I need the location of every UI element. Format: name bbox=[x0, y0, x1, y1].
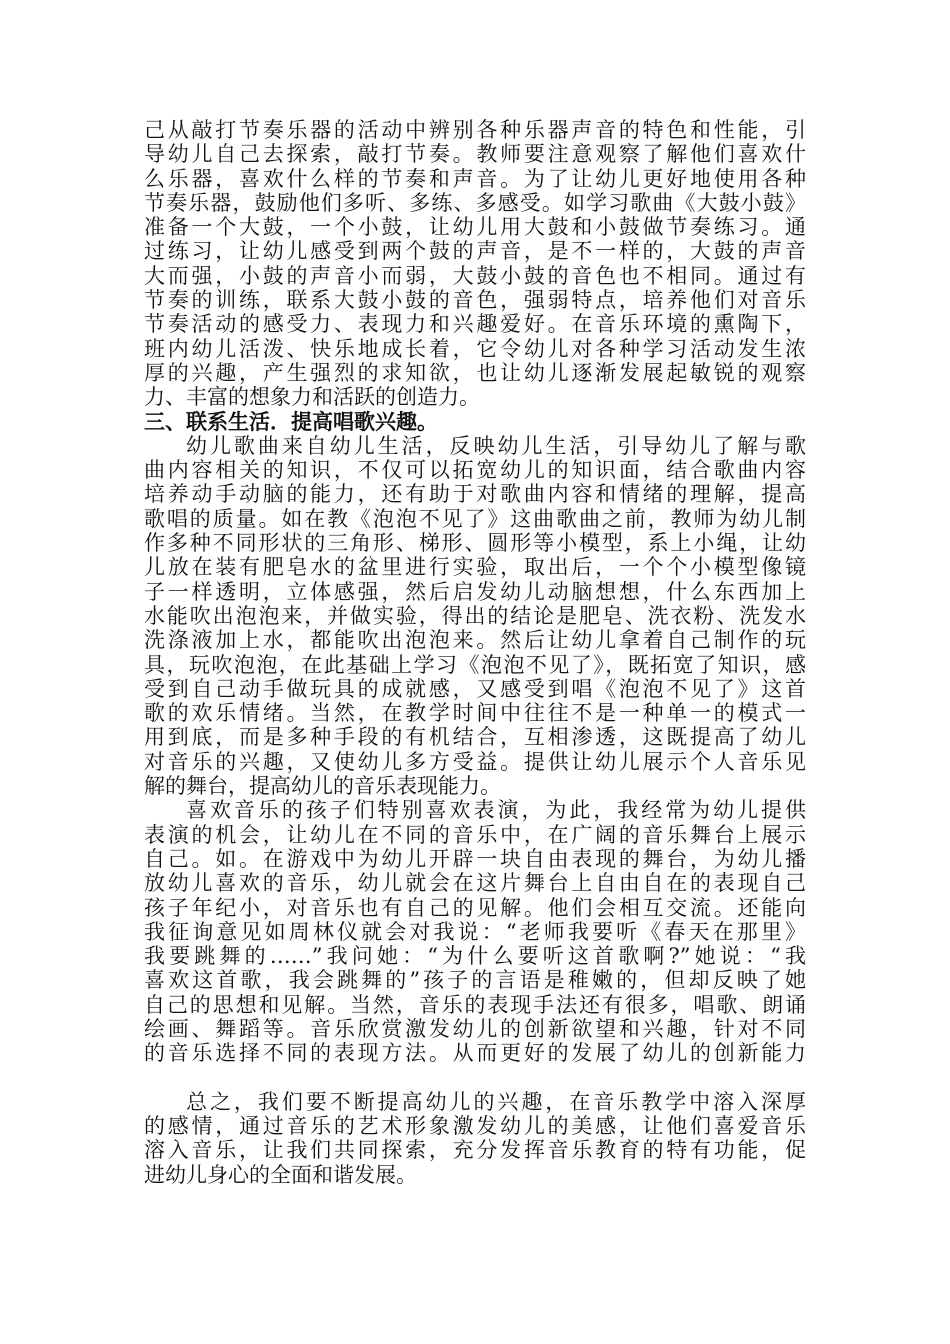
text-line: 培养动手动脑的能力，还有助于对歌曲内容和情绪的理解，提高 bbox=[144, 482, 806, 507]
text-line: 绘画、舞蹈等。音乐欣赏激发幼儿的创新欲望和兴趣，针对不同 bbox=[144, 1016, 806, 1041]
paragraph-life-connection bbox=[144, 434, 806, 798]
document-page bbox=[144, 118, 806, 1187]
section-heading: 三、联系生活．提高唱歌兴趣。 bbox=[144, 408, 438, 434]
text-line: 水能吹出泡泡来，并做实验，得出的结论是肥皂、洗衣粉、洗发水 bbox=[144, 603, 806, 628]
paragraph-performance bbox=[144, 798, 806, 1065]
text-line: 溶入音乐，让我们共同探索，充分发挥音乐教育的特有功能，促 bbox=[144, 1138, 806, 1163]
text-line: 准备一个大鼓，一个小鼓，让幼儿用大鼓和小鼓做节奏练习。通 bbox=[144, 215, 806, 240]
text-line: 洗涤液加上水，都能吹出泡泡来。然后让幼儿拿着自己制作的玩 bbox=[144, 628, 806, 653]
text-line: 歌唱的质量。如在教《泡泡不见了》这曲歌曲之前，教师为幼儿制 bbox=[144, 506, 806, 531]
text-line: 放幼儿喜欢的音乐，幼儿就会在这片舞台上自由自在的表现自己 bbox=[144, 871, 806, 896]
text-line: 具，玩吹泡泡，在此基础上学习《泡泡不见了》，既拓宽了知识，感 bbox=[144, 652, 806, 677]
blank-line bbox=[144, 1066, 806, 1090]
text-line: 节奏的训练，联系大鼓小鼓的音色，强弱特点，培养他们对音乐 bbox=[144, 288, 806, 313]
text-line: 节奏活动的感受力、表现力和兴趣爱好。在音乐环境的熏陶下， bbox=[144, 312, 806, 337]
paragraph-conclusion bbox=[144, 1090, 806, 1187]
text-line: 受到自己动手做玩具的成就感，又感受到唱《泡泡不见了》这首 bbox=[144, 676, 806, 701]
text-line: 子一样透明，立体感强，然后启发幼儿动脑想想，什么东西加上 bbox=[144, 579, 806, 604]
text-line: 对音乐的兴趣，又使幼儿多方受益。提供让幼儿展示个人音乐见 bbox=[144, 749, 806, 774]
text-line: 孩子年纪小，对音乐也有自己的见解。他们会相互交流。还能向 bbox=[144, 895, 806, 920]
text-line: 己从敲打节奏乐器的活动中辨别各种乐器声音的特色和性能，引 bbox=[144, 118, 806, 142]
text-line: 用到底，而是多种手段的有机结合，互相渗透，这既提高了幼儿 bbox=[144, 725, 806, 750]
text-line: 表演的机会，让幼儿在不同的音乐中，在广阔的音乐舞台上展示 bbox=[144, 822, 806, 847]
text-line: 大而强，小鼓的声音小而弱，大鼓小鼓的音色也不相同。通过有 bbox=[144, 263, 806, 288]
text-line: 厚的兴趣，产生强烈的求知欲，也让幼儿逐渐发展起敏锐的观察 bbox=[144, 360, 806, 385]
text-line: 幼儿歌曲来自幼儿生活，反映幼儿生活，引导幼儿了解与歌 bbox=[186, 433, 806, 458]
text-line: 我要跳舞的……”我问她：“为什么要听这首歌啊?”她说：“我 bbox=[144, 944, 806, 969]
text-line: 喜欢音乐的孩子们特别喜欢表演，为此，我经常为幼儿提供 bbox=[186, 798, 806, 823]
text-line: 曲内容相关的知识，不仅可以拓宽幼儿的知识面，结合歌曲内容 bbox=[144, 458, 806, 483]
text-line: 我征询意见如周林仪就会对我说：“老师我要听《春天在那里》 bbox=[144, 919, 806, 944]
text-line: 总之，我们要不断提高幼儿的兴趣，在音乐教学中溶入深厚 bbox=[186, 1089, 806, 1114]
text-line: 节奏乐器，鼓励他们多听、多练、多感受。如学习歌曲《大鼓小鼓》 bbox=[144, 190, 806, 215]
text-line: 进幼儿身心的全面和谐发展。 bbox=[144, 1162, 417, 1187]
text-line: 么乐器，喜欢什么样的节奏和声音。为了让幼儿更好地使用各种 bbox=[144, 166, 806, 191]
text-line: 力、丰富的想象力和活跃的创造力。 bbox=[144, 385, 480, 410]
text-line: 解的舞台，提高幼儿的音乐表现能力。 bbox=[144, 774, 501, 799]
text-line: 导幼儿自己去探索，敲打节奏。教师要注意观察了解他们喜欢什 bbox=[144, 142, 806, 167]
text-line: 过练习，让幼儿感受到两个鼓的声音，是不一样的，大鼓的声音 bbox=[144, 239, 806, 264]
text-line: 班内幼儿活泼、快乐地成长着，它令幼儿对各种学习活动发生浓 bbox=[144, 336, 806, 361]
text-line: 歌的欢乐情绪。当然，在教学时间中往往不是一种单一的模式一 bbox=[144, 701, 806, 726]
text-line: 作多种不同形状的三角形、梯形、圆形等小模型，系上小绳，让幼 bbox=[144, 531, 806, 556]
text-line: 儿放在装有肥皂水的盆里进行实验，取出后，一个个小模型像镜 bbox=[144, 555, 806, 580]
text-line: 的感情，通过音乐的艺术形象激发幼儿的美感，让他们喜爱音乐 bbox=[144, 1114, 806, 1139]
text-line: 的音乐选择不同的表现方法。从而更好的发展了幼儿的创新能力 bbox=[144, 1041, 806, 1066]
text-line: 喜欢这首歌，我会跳舞的”孩子的言语是稚嫩的，但却反映了她 bbox=[144, 968, 806, 993]
paragraph-instrument-rhythm bbox=[144, 118, 806, 410]
text-line: 自己的思想和见解。当然，音乐的表现手法还有很多，唱歌、朗诵 bbox=[144, 992, 806, 1017]
text-line: 自己。如。在游戏中为幼儿开辟一块自由表现的舞台，为幼儿播 bbox=[144, 846, 806, 871]
